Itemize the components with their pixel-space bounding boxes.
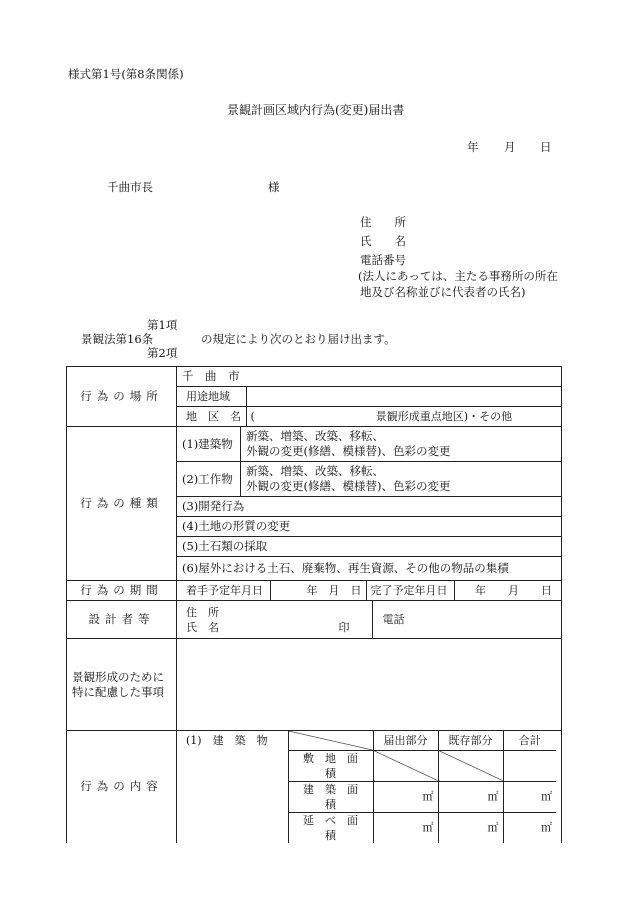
location-label: 行為の場所 [67, 367, 177, 427]
type-development[interactable]: (3)開発行為 [177, 497, 562, 517]
type-outdoor-storage[interactable]: (6)屋外における土石、廃棄物、再生資源、その他の物品の集積 [177, 557, 562, 581]
applicant-note-line2: 地及び名称並びに代表者の氏名) [360, 285, 526, 299]
col-existing: 既存部分 [438, 731, 503, 750]
form-number: 様式第1号(第8条関係) [68, 67, 184, 81]
applicant-note-line1: (法人にあっては、主たる事務所の所在 [358, 269, 558, 283]
considerations-label-1: 景観形成のために [72, 669, 164, 684]
designer-row [177, 601, 562, 639]
notification-table [66, 366, 562, 843]
period-label: 行為の期間 [67, 581, 177, 601]
location-city: 千 曲 市 [177, 367, 562, 387]
considerations-label [67, 639, 177, 731]
date-year: 年 [467, 140, 479, 154]
date-month: 月 [504, 140, 516, 154]
considerations-value[interactable] [177, 639, 562, 731]
district-value[interactable]: ( 景観形成重点地区)・その他 [246, 407, 556, 426]
building-area-notified[interactable]: ㎡ [373, 781, 438, 812]
type-building-desc [241, 427, 562, 462]
district-row [177, 407, 562, 427]
building-area-label: 建 築 面 積 [288, 781, 373, 812]
floor-area-existing[interactable]: ㎡ [438, 812, 503, 843]
clause-2: 第2項 [147, 346, 178, 360]
seal-label: 印 [338, 620, 350, 634]
designer-label: 設計者等 [67, 601, 177, 639]
type-building[interactable]: (1)建築物 [177, 427, 241, 462]
honorific: 様 [268, 180, 280, 194]
floor-area-total[interactable]: ㎡ [503, 812, 556, 843]
designer-phone[interactable]: 電話 [372, 601, 556, 638]
period-start-label: 着手予定年月日 [182, 581, 270, 600]
building-area-existing[interactable]: ㎡ [438, 781, 503, 812]
site-area-total[interactable] [503, 750, 556, 781]
building-area-total[interactable]: ㎡ [503, 781, 556, 812]
site-area-label: 敷 地 面 積 [288, 750, 373, 781]
use-zone-label: 用途地域 [182, 387, 246, 406]
use-zone-row [177, 387, 562, 407]
site-area-notified [373, 750, 438, 781]
floor-area-notified[interactable]: ㎡ [373, 812, 438, 843]
applicant-name-label: 氏 名 [360, 234, 406, 248]
col-notified: 届出部分 [373, 731, 438, 750]
law-reference: 景観法第16条 [81, 332, 154, 346]
period-end-date[interactable]: 年 月 日 [454, 581, 556, 600]
mayor-label: 千曲市長 [107, 180, 153, 194]
applicant-address-label: 住 所 [360, 215, 406, 229]
type-structure-desc [241, 462, 562, 497]
period-start-date[interactable]: 年 月 日 [270, 581, 366, 600]
period-row [177, 581, 562, 601]
content-cell [177, 731, 562, 843]
statement-text: の規定により次のとおり届け出ます。 [201, 332, 396, 346]
considerations-label-2: 特に配慮した事項 [72, 684, 164, 699]
type-structure-desc-1: 新築、増築、改築、移転、 [246, 464, 384, 478]
designer-address-name[interactable] [182, 601, 372, 638]
clause-1: 第1項 [147, 318, 178, 332]
district-label: 地 区 名 [182, 407, 246, 426]
date-day: 日 [540, 140, 552, 154]
type-land-change[interactable]: (4)土地の形質の変更 [177, 517, 562, 537]
type-building-desc-1: 新築、増築、改築、移転、 [246, 429, 384, 443]
type-building-desc-2: 外観の変更(修繕、模様替)、色彩の変更 [246, 444, 451, 458]
content-building-label: (1) 建 築 物 [182, 731, 288, 843]
content-header-blank [288, 731, 373, 750]
site-area-existing [438, 750, 503, 781]
type-label: 行為の種類 [67, 427, 177, 581]
floor-area-label: 延 べ 面 積 [288, 812, 373, 843]
applicant-phone-label: 電話番号 [360, 253, 406, 267]
content-label: 行為の内容 [67, 731, 177, 843]
type-soil-extraction[interactable]: (5)土石類の採取 [177, 537, 562, 557]
page-title: 景観計画区域内行為(変更)届出書 [227, 103, 405, 117]
designer-name-label: 氏 名 [186, 620, 219, 634]
designer-address-label: 住 所 [186, 605, 219, 619]
use-zone-value[interactable] [246, 387, 556, 406]
type-structure[interactable]: (2)工作物 [177, 462, 241, 497]
type-structure-desc-2: 外観の変更(修繕、模様替)、色彩の変更 [246, 479, 451, 493]
period-end-label: 完了予定年月日 [366, 581, 454, 600]
col-total: 合計 [503, 731, 556, 750]
